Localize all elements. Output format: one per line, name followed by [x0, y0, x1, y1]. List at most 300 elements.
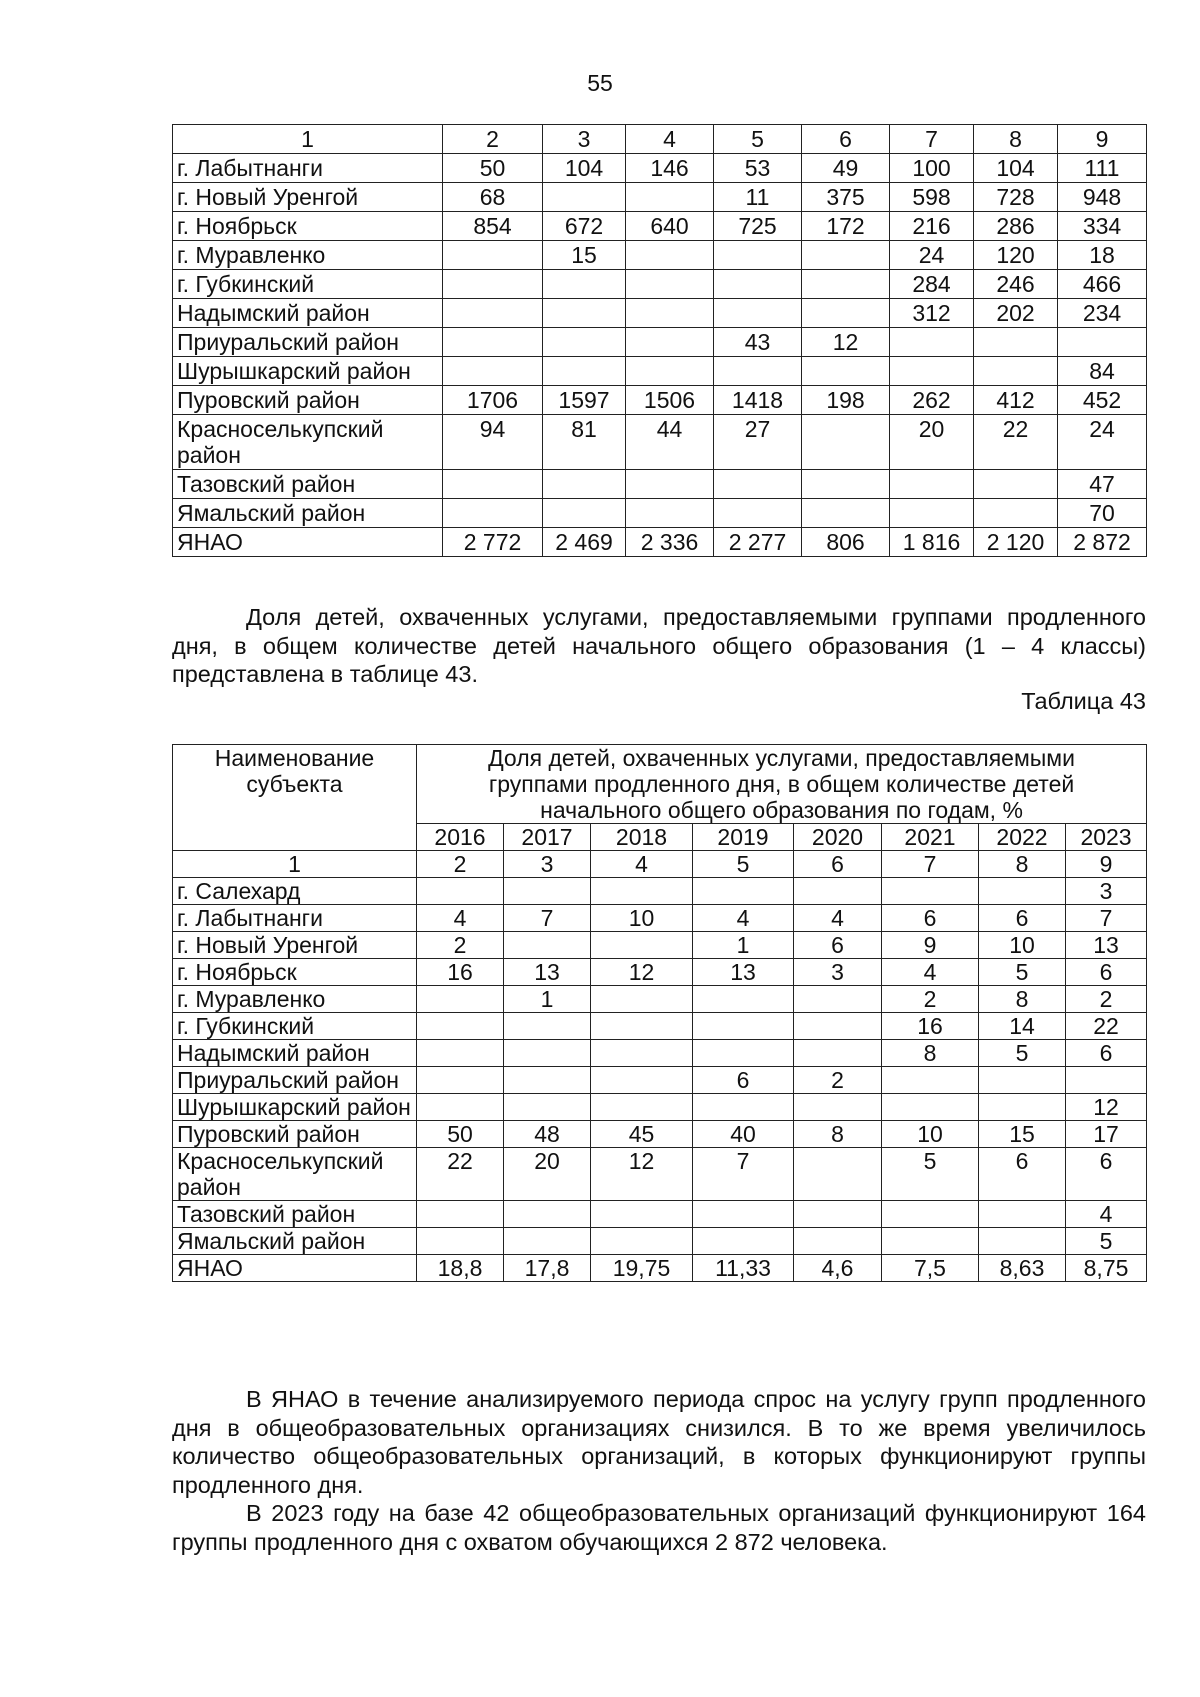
value-cell: 6	[1066, 959, 1147, 986]
column-number-cell: 5	[714, 125, 802, 154]
region-name-cell: Шурышкарский район	[173, 1094, 417, 1121]
value-cell	[591, 1040, 693, 1067]
column-number-cell: 4	[591, 851, 693, 878]
value-cell: 15	[979, 1121, 1066, 1148]
value-cell: 44	[626, 415, 714, 470]
value-cell	[626, 241, 714, 270]
value-cell: 806	[802, 528, 890, 557]
value-cell: 8	[882, 1040, 979, 1067]
value-cell	[626, 299, 714, 328]
value-cell: 70	[1058, 499, 1147, 528]
table-row	[173, 528, 1147, 557]
value-cell	[504, 932, 591, 959]
region-name-cell: г. Муравленко	[173, 986, 417, 1013]
value-cell: 216	[890, 212, 974, 241]
year-header-cell: 2022	[979, 824, 1066, 851]
value-cell	[543, 183, 626, 212]
value-cell: 6	[979, 1148, 1066, 1201]
table-row	[173, 1201, 1147, 1228]
value-cell	[974, 470, 1058, 499]
table-header-row	[173, 125, 1147, 154]
value-cell: 120	[974, 241, 1058, 270]
year-header-cell: 2021	[882, 824, 979, 851]
table-row	[173, 470, 1147, 499]
region-name-cell: Пуровский район	[173, 1121, 417, 1148]
column-number-cell: 1	[173, 851, 417, 878]
value-cell: 6	[882, 905, 979, 932]
value-cell: 100	[890, 154, 974, 183]
value-cell	[626, 270, 714, 299]
table-row	[173, 1148, 1147, 1201]
page-number: 55	[587, 70, 613, 96]
value-cell	[417, 986, 504, 1013]
region-name-cell: г. Новый Уренгой	[173, 932, 417, 959]
table-row	[173, 270, 1147, 299]
value-cell: 27	[714, 415, 802, 470]
table-row	[173, 328, 1147, 357]
value-cell: 598	[890, 183, 974, 212]
region-name-cell: г. Лабытнанги	[173, 154, 443, 183]
value-cell	[802, 470, 890, 499]
value-cell: 14	[979, 1013, 1066, 1040]
value-cell: 172	[802, 212, 890, 241]
value-cell: 640	[626, 212, 714, 241]
table-row	[173, 1067, 1147, 1094]
value-cell	[591, 1201, 693, 1228]
region-name-cell: г. Ноябрьск	[173, 212, 443, 241]
value-cell: 18	[1058, 241, 1147, 270]
value-cell	[504, 878, 591, 905]
value-cell: 18,8	[417, 1255, 504, 1282]
table-row	[173, 241, 1147, 270]
value-cell	[802, 299, 890, 328]
value-cell	[979, 878, 1066, 905]
value-cell: 6	[979, 905, 1066, 932]
value-cell: 19,75	[591, 1255, 693, 1282]
value-cell: 1 816	[890, 528, 974, 557]
value-cell: 5	[979, 959, 1066, 986]
value-cell: 672	[543, 212, 626, 241]
value-cell: 334	[1058, 212, 1147, 241]
column-number-cell: 6	[802, 125, 890, 154]
value-cell: 13	[1066, 932, 1147, 959]
table-row	[173, 386, 1147, 415]
region-name-cell: Пуровский район	[173, 386, 443, 415]
value-cell: 45	[591, 1121, 693, 1148]
value-cell	[443, 241, 543, 270]
region-name-cell: ЯНАО	[173, 528, 443, 557]
value-cell: 2	[1066, 986, 1147, 1013]
table-row	[173, 154, 1147, 183]
value-cell	[443, 499, 543, 528]
value-cell	[794, 1094, 882, 1121]
value-cell: 20	[504, 1148, 591, 1201]
value-cell	[591, 986, 693, 1013]
table-row	[173, 357, 1147, 386]
value-cell	[504, 1067, 591, 1094]
value-cell: 3	[794, 959, 882, 986]
value-cell	[504, 1013, 591, 1040]
value-cell: 84	[1058, 357, 1147, 386]
value-cell: 11,33	[693, 1255, 794, 1282]
value-cell	[979, 1094, 1066, 1121]
value-cell	[504, 1094, 591, 1121]
value-cell: 6	[1066, 1040, 1147, 1067]
value-cell: 284	[890, 270, 974, 299]
value-cell: 948	[1058, 183, 1147, 212]
value-cell: 10	[979, 932, 1066, 959]
value-cell: 4	[417, 905, 504, 932]
column-number-cell: 8	[974, 125, 1058, 154]
value-cell: 13	[504, 959, 591, 986]
region-name-cell: Приуральский район	[173, 328, 443, 357]
value-cell: 312	[890, 299, 974, 328]
value-cell	[591, 1094, 693, 1121]
table-row	[173, 905, 1147, 932]
value-cell: 8	[979, 986, 1066, 1013]
table-row	[173, 1013, 1147, 1040]
value-cell	[714, 357, 802, 386]
table-row	[173, 878, 1147, 905]
paragraph-demand-text: В ЯНАО в течение анализируемого периода спрос на услугу групп продленного дня в общеобразовательных организациях снизился. В то же время увеличилось количество общеобразовательных организаций, в которых функционируют группы продленного дня.	[172, 1386, 1146, 1498]
region-name-cell: г. Губкинский	[173, 270, 443, 299]
value-cell	[714, 299, 802, 328]
value-cell	[543, 328, 626, 357]
table-42-continuation	[172, 124, 1147, 557]
value-cell: 8,75	[1066, 1255, 1147, 1282]
value-cell: 7,5	[882, 1255, 979, 1282]
value-cell: 6	[693, 1067, 794, 1094]
value-cell: 53	[714, 154, 802, 183]
value-cell: 24	[890, 241, 974, 270]
value-cell	[802, 499, 890, 528]
table-row	[173, 1121, 1147, 1148]
region-name-cell: Красноселькупский район	[173, 415, 443, 470]
value-cell: 725	[714, 212, 802, 241]
table-row	[173, 1094, 1147, 1121]
value-cell	[693, 878, 794, 905]
value-cell	[693, 1228, 794, 1255]
value-cell	[794, 1013, 882, 1040]
value-cell: 854	[443, 212, 543, 241]
value-cell	[504, 1201, 591, 1228]
value-cell: 4	[693, 905, 794, 932]
paragraph-demand	[172, 1385, 1146, 1499]
value-cell	[974, 328, 1058, 357]
value-cell: 20	[890, 415, 974, 470]
value-cell: 5	[1066, 1228, 1147, 1255]
value-cell	[693, 1094, 794, 1121]
value-cell: 6	[794, 932, 882, 959]
value-cell	[626, 499, 714, 528]
value-cell	[443, 299, 543, 328]
value-cell: 452	[1058, 386, 1147, 415]
value-cell: 9	[882, 932, 979, 959]
value-cell: 286	[974, 212, 1058, 241]
table-row	[173, 212, 1147, 241]
value-cell: 12	[1066, 1094, 1147, 1121]
table-43	[172, 744, 1147, 1282]
value-cell: 2	[794, 1067, 882, 1094]
value-cell: 2	[882, 986, 979, 1013]
value-cell	[443, 328, 543, 357]
value-cell	[890, 499, 974, 528]
value-cell	[882, 878, 979, 905]
value-cell	[443, 470, 543, 499]
column-number-cell: 9	[1066, 851, 1147, 878]
value-cell: 81	[543, 415, 626, 470]
value-cell	[882, 1067, 979, 1094]
value-cell: 10	[591, 905, 693, 932]
value-cell	[417, 1094, 504, 1121]
value-cell: 2 120	[974, 528, 1058, 557]
region-name-cell: г. Салехард	[173, 878, 417, 905]
region-name-cell: Шурышкарский район	[173, 357, 443, 386]
table-row	[173, 986, 1147, 1013]
value-cell	[591, 878, 693, 905]
value-cell: 7	[693, 1148, 794, 1201]
value-cell: 50	[417, 1121, 504, 1148]
value-cell: 8	[794, 1121, 882, 1148]
value-cell: 5	[979, 1040, 1066, 1067]
value-cell	[591, 1013, 693, 1040]
value-cell: 13	[693, 959, 794, 986]
table-row	[173, 415, 1147, 470]
value-cell: 22	[1066, 1013, 1147, 1040]
value-cell: 12	[591, 959, 693, 986]
value-cell: 2	[417, 932, 504, 959]
value-cell: 198	[802, 386, 890, 415]
year-header-cell: 2018	[591, 824, 693, 851]
value-cell	[714, 270, 802, 299]
column-number-cell: 7	[882, 851, 979, 878]
value-cell	[979, 1228, 1066, 1255]
column-number-cell: 5	[693, 851, 794, 878]
column-number-cell: 3	[504, 851, 591, 878]
value-cell	[890, 328, 974, 357]
value-cell	[693, 1013, 794, 1040]
year-header-cell: 2023	[1066, 824, 1147, 851]
value-cell	[543, 357, 626, 386]
value-cell	[714, 241, 802, 270]
value-cell	[882, 1228, 979, 1255]
table-43-col1-header: Наименование субъекта	[173, 745, 417, 851]
table-row	[173, 183, 1147, 212]
value-cell	[543, 470, 626, 499]
value-cell: 43	[714, 328, 802, 357]
table-row	[173, 1255, 1147, 1282]
value-cell	[417, 1040, 504, 1067]
region-name-cell: г. Губкинский	[173, 1013, 417, 1040]
column-number-cell: 9	[1058, 125, 1147, 154]
value-cell	[794, 986, 882, 1013]
value-cell: 40	[693, 1121, 794, 1148]
year-header-cell: 2019	[693, 824, 794, 851]
column-number-cell: 6	[794, 851, 882, 878]
value-cell: 3	[1066, 878, 1147, 905]
value-cell: 15	[543, 241, 626, 270]
value-cell: 146	[626, 154, 714, 183]
value-cell: 48	[504, 1121, 591, 1148]
region-name-cell: Ямальский район	[173, 1228, 417, 1255]
value-cell	[626, 357, 714, 386]
value-cell	[979, 1067, 1066, 1094]
value-cell	[794, 1228, 882, 1255]
region-name-cell: г. Новый Уренгой	[173, 183, 443, 212]
value-cell	[417, 1067, 504, 1094]
value-cell: 16	[417, 959, 504, 986]
paragraph-intro	[172, 603, 1146, 689]
value-cell: 4	[882, 959, 979, 986]
value-cell: 104	[543, 154, 626, 183]
value-cell: 11	[714, 183, 802, 212]
value-cell	[626, 470, 714, 499]
value-cell: 202	[974, 299, 1058, 328]
column-number-cell: 2	[443, 125, 543, 154]
table-43-caption: Таблица 43	[1021, 688, 1146, 714]
value-cell: 2 336	[626, 528, 714, 557]
value-cell	[802, 415, 890, 470]
value-cell	[443, 357, 543, 386]
value-cell: 16	[882, 1013, 979, 1040]
table-row	[173, 959, 1147, 986]
value-cell	[1058, 328, 1147, 357]
value-cell	[417, 1201, 504, 1228]
value-cell: 2 469	[543, 528, 626, 557]
value-cell: 68	[443, 183, 543, 212]
value-cell	[626, 183, 714, 212]
value-cell: 1418	[714, 386, 802, 415]
value-cell	[543, 299, 626, 328]
value-cell: 50	[443, 154, 543, 183]
value-cell	[714, 499, 802, 528]
value-cell: 12	[802, 328, 890, 357]
table-row	[173, 1228, 1147, 1255]
value-cell	[882, 1201, 979, 1228]
table-row	[173, 932, 1147, 959]
table-43-numbers-row	[173, 851, 1147, 878]
value-cell: 4,6	[794, 1255, 882, 1282]
value-cell: 6	[1066, 1148, 1147, 1201]
table-43-group-header: Доля детей, охваченных услугами, предоставляемыми группами продленного дня, в общем количестве детей начального общего образования по годам, %	[417, 745, 1147, 824]
value-cell	[794, 1201, 882, 1228]
value-cell: 1	[693, 932, 794, 959]
year-header-cell: 2016	[417, 824, 504, 851]
value-cell: 246	[974, 270, 1058, 299]
value-cell	[714, 470, 802, 499]
value-cell: 234	[1058, 299, 1147, 328]
value-cell: 10	[882, 1121, 979, 1148]
value-cell	[802, 357, 890, 386]
value-cell	[504, 1040, 591, 1067]
value-cell: 412	[974, 386, 1058, 415]
value-cell	[591, 932, 693, 959]
paragraph-2023	[172, 1499, 1146, 1556]
value-cell	[543, 499, 626, 528]
column-number-cell: 2	[417, 851, 504, 878]
value-cell	[974, 499, 1058, 528]
table-row	[173, 1040, 1147, 1067]
region-name-cell: Красноселькупский район	[173, 1148, 417, 1201]
value-cell: 728	[974, 183, 1058, 212]
value-cell	[443, 270, 543, 299]
value-cell	[890, 357, 974, 386]
value-cell	[626, 328, 714, 357]
value-cell: 7	[1066, 905, 1147, 932]
value-cell: 22	[974, 415, 1058, 470]
table-row	[173, 299, 1147, 328]
region-name-cell: Надымский район	[173, 299, 443, 328]
column-number-cell: 4	[626, 125, 714, 154]
value-cell	[693, 986, 794, 1013]
value-cell	[890, 470, 974, 499]
region-name-cell: ЯНАО	[173, 1255, 417, 1282]
value-cell: 22	[417, 1148, 504, 1201]
value-cell: 262	[890, 386, 974, 415]
region-name-cell: г. Лабытнанги	[173, 905, 417, 932]
value-cell	[882, 1094, 979, 1121]
value-cell: 2 277	[714, 528, 802, 557]
region-name-cell: Приуральский район	[173, 1067, 417, 1094]
value-cell	[417, 1013, 504, 1040]
value-cell	[802, 270, 890, 299]
value-cell	[693, 1040, 794, 1067]
value-cell: 7	[504, 905, 591, 932]
value-cell	[1066, 1067, 1147, 1094]
region-name-cell: Тазовский район	[173, 1201, 417, 1228]
value-cell: 1597	[543, 386, 626, 415]
value-cell: 104	[974, 154, 1058, 183]
year-header-cell: 2020	[794, 824, 882, 851]
value-cell	[504, 1228, 591, 1255]
paragraph-2023-text: В 2023 году на базе 42 общеобразовательных организаций функционируют 164 группы продленного дня с охватом обучающихся 2 872 человека.	[172, 1500, 1146, 1555]
value-cell: 2 772	[443, 528, 543, 557]
value-cell: 1706	[443, 386, 543, 415]
value-cell	[794, 1040, 882, 1067]
value-cell	[591, 1067, 693, 1094]
value-cell	[794, 878, 882, 905]
value-cell: 5	[882, 1148, 979, 1201]
value-cell	[979, 1201, 1066, 1228]
region-name-cell: Надымский район	[173, 1040, 417, 1067]
value-cell: 24	[1058, 415, 1147, 470]
value-cell: 4	[794, 905, 882, 932]
value-cell: 4	[1066, 1201, 1147, 1228]
value-cell: 1506	[626, 386, 714, 415]
value-cell: 466	[1058, 270, 1147, 299]
region-name-cell: г. Ноябрьск	[173, 959, 417, 986]
region-name-cell: Тазовский район	[173, 470, 443, 499]
value-cell: 47	[1058, 470, 1147, 499]
value-cell	[802, 241, 890, 270]
column-number-cell: 3	[543, 125, 626, 154]
year-header-cell: 2017	[504, 824, 591, 851]
value-cell: 49	[802, 154, 890, 183]
value-cell: 2 872	[1058, 528, 1147, 557]
value-cell: 94	[443, 415, 543, 470]
paragraph-intro-text: Доля детей, охваченных услугами, предоставляемыми группами продленного дня, в общем количестве детей начального общего образования (1 – 4 классы) представлена в таблице 43.	[172, 604, 1146, 687]
value-cell	[591, 1228, 693, 1255]
region-name-cell: г. Муравленко	[173, 241, 443, 270]
column-number-cell: 7	[890, 125, 974, 154]
value-cell	[974, 357, 1058, 386]
value-cell: 375	[802, 183, 890, 212]
value-cell	[417, 878, 504, 905]
region-name-cell: Ямальский район	[173, 499, 443, 528]
value-cell: 12	[591, 1148, 693, 1201]
value-cell: 17,8	[504, 1255, 591, 1282]
value-cell	[543, 270, 626, 299]
